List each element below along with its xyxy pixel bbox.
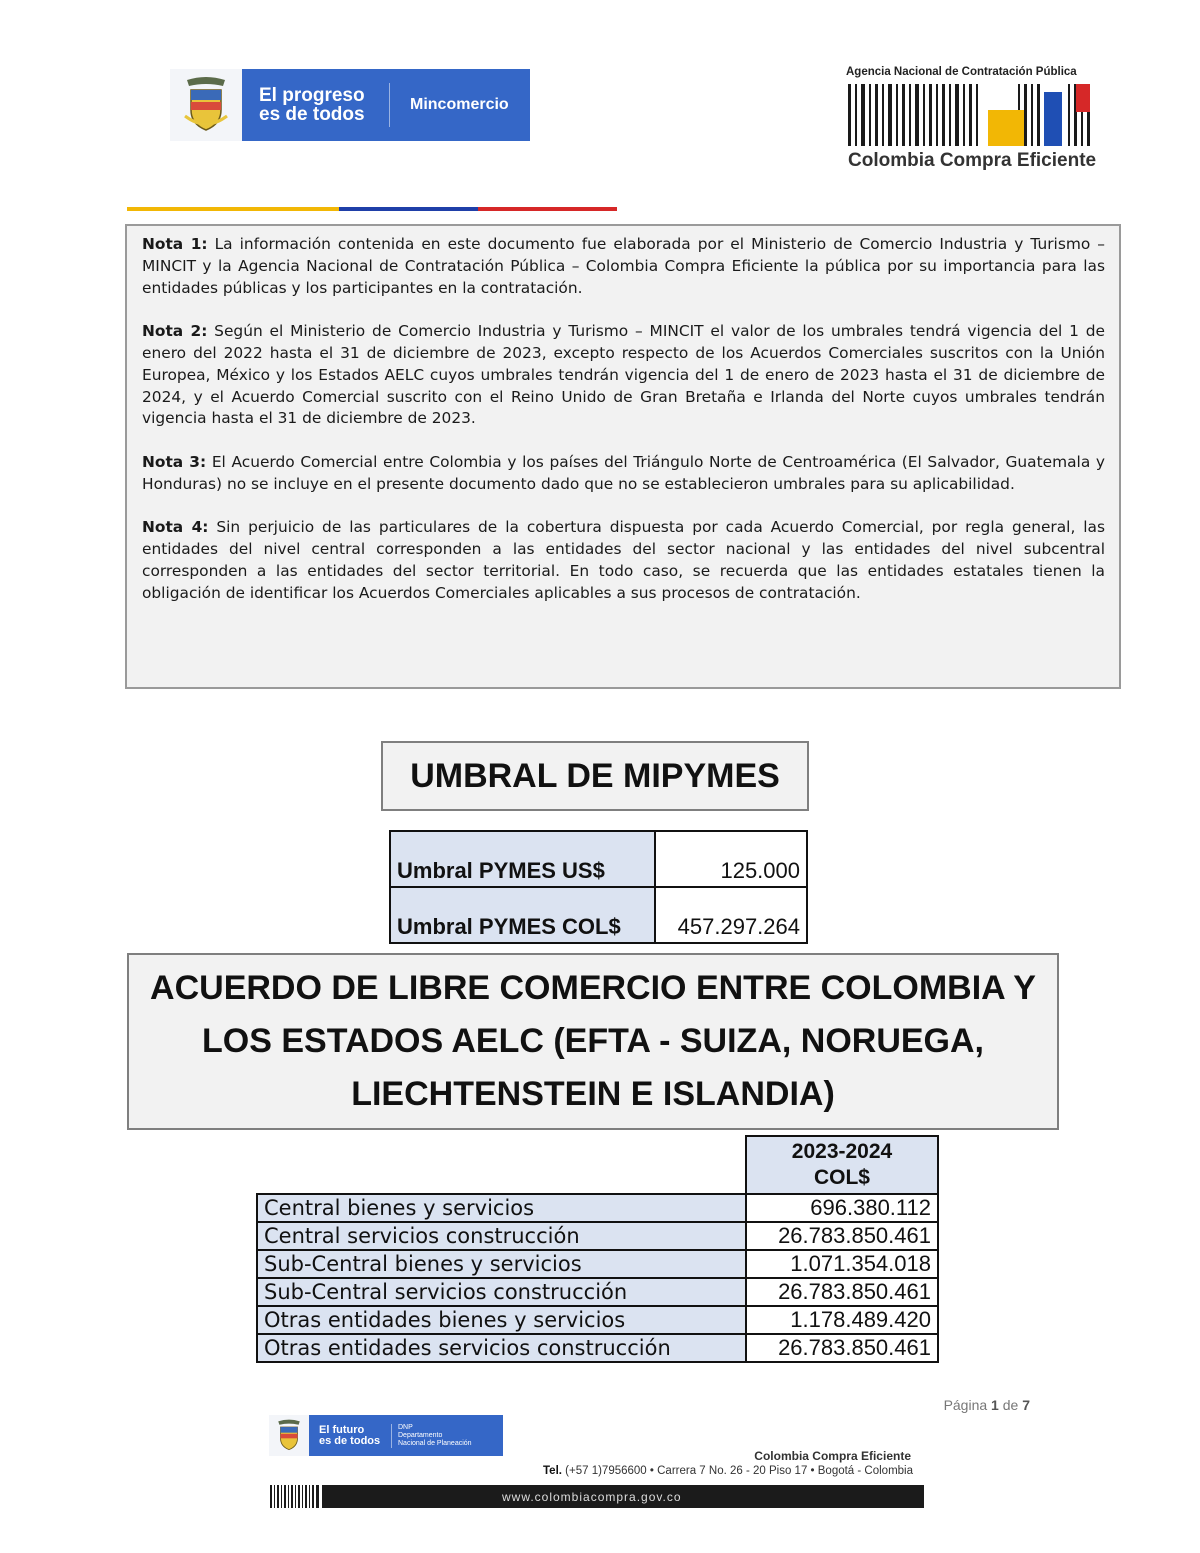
row-label: Sub-Central bienes y servicios	[257, 1250, 746, 1278]
coat-of-arms-icon	[170, 69, 242, 141]
tel-label: Tel.	[543, 1465, 562, 1477]
dnp-name: DNP Departamento Nacional de Planeación	[391, 1424, 472, 1448]
note-2-text: Según el Ministerio de Comercio Industria y Turismo – MINCIT el valor de los umbrales tendrá vigencia del 1 de enero del 2022 hasta el 31 de diciembre de 2023, excepto respecto de los Acuerdos Comerciales suscritos con la Unión Europea, México y los Estados AELC cuyos umbrales tendrán vigencia del 1 de enero de 2023 hasta el 31 de diciembre de 2024, y el Acuerdo Comercial suscrito con el Reino Unido de Gran Bretaña e Irlanda del Norte cuyos umbrales tendrán vigencia hasta el 31 de diciembre de 2023.	[142, 322, 1106, 428]
note-1-text: La información contenida en este documento fue elaborada por el Ministerio de Comercio Industria y Turismo – MINCIT y la Agencia Nacional de Contratación Pública – Colombia Compra Eficiente la pública por su importancia para las entidades públicas y los participantes en la contratación.	[142, 235, 1105, 297]
pymes-threshold-table	[389, 830, 808, 944]
footer-bar	[270, 1485, 924, 1508]
cce-name: Colombia Compra Eficiente	[848, 150, 1097, 171]
divider-yellow	[127, 207, 339, 211]
note-1-label: Nota 1:	[142, 235, 208, 253]
logo-divider	[389, 83, 390, 127]
row-value: 1.071.354.018	[746, 1250, 938, 1278]
pymes-cop-label: Umbral PYMES COL$	[390, 887, 655, 943]
note-4-label: Nota 4:	[142, 518, 209, 537]
page-number	[880, 1397, 1030, 1413]
note-2	[142, 321, 1105, 430]
page-prefix: Página	[943, 1397, 988, 1413]
mincomercio-logo	[170, 69, 530, 141]
note-4-text: Sin perjuicio de las particulares de la cobertura dispuesta por cada Acuerdo Comercial, por regla general, las entidades del nivel central corresponden a las entidades del sector nacional y las entidades del nivel subcentral corresponden a las entidades del sector territorial. En todo caso, se recuerda que las entidades estatales tienen la obligación de identificar los Acuerdos Comerciales aplicables a sus procesos de contratación.	[142, 518, 1105, 602]
table-row	[257, 1306, 938, 1334]
notes-box	[125, 224, 1121, 689]
footer-address	[470, 1465, 913, 1477]
note-4	[142, 517, 1105, 604]
mipymes-title: UMBRAL DE MIPYMES	[381, 741, 809, 811]
colombia-compra-eficiente-logo	[846, 66, 1098, 174]
divider-red	[478, 207, 617, 211]
row-label: Central servicios construcción	[257, 1222, 746, 1250]
note-3-text: El Acuerdo Comercial entre Colombia y los países del Triángulo Norte de Centroamérica (El Salvador, Guatemala y Honduras) no se incluye en el presente documento dado que no se establecieron umbrales para su aplicabilidad.	[142, 452, 1105, 493]
pymes-usd-label: Umbral PYMES US$	[390, 831, 655, 887]
page-current: 1	[991, 1397, 999, 1413]
row-label: Sub-Central servicios construcción	[257, 1278, 746, 1306]
column-header-currency: COL$	[813, 1166, 870, 1189]
page-total: 7	[1022, 1397, 1030, 1413]
divider-blue	[339, 207, 478, 211]
note-3-label: Nota 3:	[142, 452, 207, 471]
row-label: Otras entidades servicios construcción	[257, 1334, 746, 1362]
pymes-usd-value: 125.000	[655, 831, 807, 887]
table-row	[390, 831, 807, 887]
dnp-slogan: El futuro es de todos	[319, 1423, 381, 1447]
table-row	[257, 1278, 938, 1306]
aelc-threshold-table	[256, 1135, 939, 1363]
row-label: Otras entidades bienes y servicios	[257, 1306, 746, 1334]
row-value: 1.178.489.420	[746, 1306, 938, 1334]
blank-header-cell	[257, 1136, 746, 1194]
row-value: 26.783.850.461	[746, 1278, 938, 1306]
website-link[interactable]: www.colombiacompra.gov.co	[322, 1485, 924, 1508]
dnp-logo	[269, 1415, 503, 1456]
table-row	[257, 1222, 938, 1250]
table-header-row	[257, 1136, 938, 1194]
pymes-cop-value: 457.297.264	[655, 887, 807, 943]
coat-of-arms-icon	[269, 1415, 309, 1456]
note-2-label: Nota 2:	[142, 322, 208, 341]
agency-name: Agencia Nacional de Contratación Pública	[846, 66, 1077, 78]
government-slogan: El progreso es de todos	[259, 85, 365, 125]
address-text: (+57 1)7956600 • Carrera 7 No. 26 - 20 Piso 17 • Bogotá - Colombia	[561, 1465, 913, 1477]
footer-cce-name: Colombia Compra Eficiente	[754, 1449, 911, 1463]
row-value: 26.783.850.461	[746, 1222, 938, 1250]
ministry-name: Mincomercio	[410, 96, 509, 113]
row-label: Central bienes y servicios	[257, 1194, 746, 1222]
row-value: 696.380.112	[746, 1194, 938, 1222]
table-row	[257, 1194, 938, 1222]
note-3	[142, 452, 1105, 496]
barcode-icon	[270, 1485, 322, 1508]
color-divider	[127, 207, 617, 211]
note-1	[142, 234, 1105, 299]
table-row	[390, 887, 807, 943]
table-row	[257, 1334, 938, 1362]
column-header-period	[746, 1136, 938, 1194]
table-row	[257, 1250, 938, 1278]
page-of: de	[1002, 1397, 1019, 1413]
aelc-agreement-title: ACUERDO DE LIBRE COMERCIO ENTRE COLOMBIA Y LOS ESTADOS AELC (EFTA - SUIZA, NORUEGA, LIECHTENSTEIN E ISLANDIA)	[127, 953, 1059, 1130]
column-header-years: 2023-2024	[791, 1140, 893, 1163]
barcode-icon	[848, 84, 1098, 148]
row-value: 26.783.850.461	[746, 1334, 938, 1362]
